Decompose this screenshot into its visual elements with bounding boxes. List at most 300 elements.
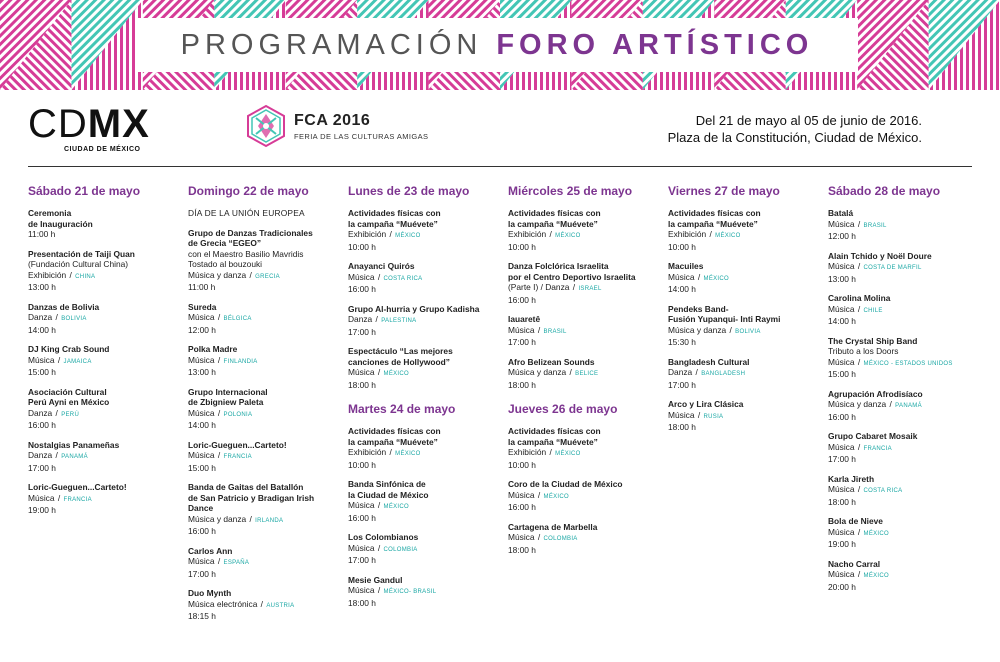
event-category: Música: [188, 450, 215, 460]
event-category: Danza: [28, 312, 53, 322]
event-category: Música: [188, 312, 215, 322]
category-separator: /: [535, 324, 543, 335]
event-name: Asociación Cultural Perú Ayni en México: [28, 386, 110, 407]
category-separator: /: [693, 367, 701, 377]
event-category-line: [348, 543, 498, 556]
event-category: Música: [348, 500, 375, 510]
event-item: [508, 208, 658, 252]
event-item: [828, 516, 978, 550]
category-separator: /: [547, 229, 555, 239]
event-category-line: [348, 314, 498, 327]
category-separator: /: [375, 271, 383, 282]
event-name: Arco y Lira Clásica: [668, 399, 744, 409]
event-name: Carlos Ann: [188, 545, 233, 556]
event-category: Música: [828, 218, 855, 229]
event-country: PANAMÁ: [895, 403, 922, 409]
event-time: 14:00 h: [828, 316, 856, 326]
cdmx-logo-bold: MX: [87, 102, 150, 146]
event-time: 16:00 h: [188, 526, 216, 536]
category-separator: /: [387, 447, 395, 457]
event-time: 17:00 h: [508, 337, 536, 347]
event-time: 11:00 h: [188, 282, 216, 292]
event-country: PALESTINA: [381, 318, 417, 324]
category-separator: /: [695, 409, 703, 420]
event-place: Plaza de la Constitución, Ciudad de México.: [667, 130, 922, 145]
event-item: [28, 344, 178, 378]
event-category: Música: [668, 409, 695, 420]
category-separator: /: [375, 367, 383, 377]
cdmx-logo-light: CD: [28, 102, 88, 146]
event-item: [28, 302, 178, 336]
event-category-line: [668, 367, 818, 380]
event-category-line: [348, 500, 498, 513]
event-item: [188, 387, 338, 431]
event-category: Música: [828, 441, 855, 452]
day-heading: Lunes de 23 de mayo: [348, 184, 470, 198]
event-category: Exhibición: [348, 229, 387, 239]
event-item: [28, 387, 178, 431]
event-category-line: [508, 229, 658, 242]
event-item: [348, 575, 498, 609]
event-name: Anayanci Quirós: [348, 261, 415, 271]
event-category: Música: [668, 271, 695, 282]
event-name: Polka Madre: [188, 344, 238, 354]
event-category-line: [668, 272, 818, 285]
event-category: Música: [828, 356, 855, 367]
event-time: 18:15 h: [188, 611, 216, 621]
category-separator: /: [387, 229, 395, 239]
event-time: 10:00 h: [668, 241, 696, 252]
event-name: Actividades físicas con la campaña “Muévete”: [508, 426, 601, 447]
day-heading: Viernes 27 de mayo: [668, 184, 780, 198]
event-country: MÉXICO: [863, 573, 889, 579]
event-item: [508, 522, 658, 556]
event-category: Música y danza: [188, 269, 247, 280]
event-country: BÉLGICA: [223, 316, 252, 322]
category-separator: /: [375, 500, 383, 510]
event-category: Música: [188, 407, 215, 418]
event-time: 16:00 h: [348, 284, 376, 294]
event-category: Exhibición: [28, 269, 67, 280]
event-category: Música: [828, 569, 855, 579]
event-category-line: [668, 410, 818, 423]
event-category-line: [828, 442, 978, 455]
category-separator: /: [215, 407, 223, 418]
event-item: [28, 249, 178, 293]
event-name: Pendeks Band- Fusión Yupanqui- Inti Raymi: [668, 303, 781, 324]
day-heading: Domingo 22 de mayo: [188, 184, 309, 198]
event-category: Música: [188, 556, 215, 566]
event-name: Banda de Gaitas del Batallón de San Patricio y Bradigan Irish Dance: [188, 482, 315, 513]
event-item: [188, 302, 338, 336]
event-name: Macuiles: [668, 261, 704, 271]
event-category-line: [188, 514, 338, 527]
event-category: Música y danza: [508, 367, 567, 377]
event-time: 18:00 h: [828, 496, 856, 507]
event-item: [508, 357, 658, 391]
event-item: [828, 431, 978, 465]
event-name: Espectáculo “Las mejores canciones de Hollywood”: [348, 346, 453, 367]
event-category: Música electrónica: [188, 598, 258, 609]
event-item: [828, 251, 978, 285]
category-separator: /: [375, 585, 383, 595]
event-time: 16:00 h: [828, 411, 856, 422]
event-time: 10:00 h: [508, 241, 536, 252]
event-category-line: [28, 270, 178, 283]
event-name: Bangladesh Cultural: [668, 356, 750, 367]
event-category-line: [508, 490, 658, 503]
event-category-line: [28, 450, 178, 463]
event-item: [668, 304, 818, 348]
event-country: CHILE: [863, 307, 883, 314]
event-item: [828, 559, 978, 593]
day-heading: Sábado 21 de mayo: [28, 184, 141, 198]
event-detail: con el Maestro Basilio Mavridis Tostado al bouzouki: [188, 248, 304, 269]
event-item: [188, 228, 338, 293]
event-category-line: [508, 282, 658, 295]
event-category-line: [348, 447, 498, 460]
category-separator: /: [215, 312, 223, 322]
event-time: 18:00 h: [348, 379, 376, 390]
event-item: [828, 208, 978, 242]
event-time: 18:00 h: [508, 379, 536, 390]
event-name: Agrupación Afrodisíaco: [828, 388, 923, 399]
fca-logo-subtitle: FERIA DE LAS CULTURAS AMIGAS: [294, 131, 429, 141]
event-category: Danza: [28, 407, 53, 418]
event-category-line: [508, 325, 658, 338]
event-item: [28, 482, 178, 516]
event-country: BANGLADESH: [701, 371, 746, 377]
event-name: Coro de la Ciudad de México: [508, 479, 623, 489]
category-separator: /: [215, 450, 223, 460]
event-time: 18:00 h: [668, 422, 696, 432]
event-item: [188, 588, 338, 622]
event-name: Danzas de Bolivia: [28, 301, 100, 312]
event-time: 16:00 h: [508, 502, 536, 512]
event-category: Música: [348, 585, 375, 595]
event-country: FRANCIA: [63, 496, 92, 503]
category-separator: /: [887, 399, 895, 409]
event-name: Afro Belizean Sounds: [508, 356, 595, 367]
category-separator: /: [695, 271, 703, 282]
event-country: MÉXICO - ESTADOS UNIDOS: [863, 360, 953, 367]
category-separator: /: [258, 598, 266, 609]
event-name: Loric-Gueguen...Carteto!: [28, 482, 127, 492]
event-category: Exhibición: [348, 447, 387, 457]
event-category: Música: [28, 492, 55, 503]
event-country: BOLIVIA: [61, 316, 87, 322]
category-separator: /: [247, 513, 255, 524]
event-time: 15:00 h: [28, 367, 56, 377]
event-country: GRECIA: [255, 273, 280, 280]
event-time: 15:00 h: [188, 462, 216, 473]
day-note: DÍA DE LA UNIÓN EUROPEA: [188, 208, 305, 218]
event-name: Banda Sinfónica de la Ciudad de México: [348, 479, 429, 500]
event-time: 17:00 h: [348, 326, 376, 337]
event-name: Alain Tchido y Noël Doure: [828, 250, 932, 261]
event-time: 17:00 h: [28, 462, 56, 473]
category-separator: /: [855, 441, 863, 452]
event-item: [188, 546, 338, 580]
category-separator: /: [547, 447, 555, 457]
event-category: Exhibición: [508, 447, 547, 457]
event-item: [348, 346, 498, 390]
category-separator: /: [567, 367, 575, 377]
event-category: Danza: [28, 450, 53, 460]
event-category-line: [828, 219, 978, 232]
event-name: Actividades físicas con la campaña “Muévete”: [668, 208, 761, 229]
event-category-line: [508, 532, 658, 545]
event-category: Música: [828, 303, 855, 314]
schedule-column: [188, 184, 338, 631]
event-category: Música: [348, 271, 375, 282]
event-item: [828, 389, 978, 423]
event-category-line: [188, 599, 338, 612]
event-name: Loric-Gueguen...Carteto!: [188, 439, 287, 450]
event-category: Música: [28, 354, 55, 365]
schedule-column: [668, 184, 818, 442]
event-country: MÉXICO- BRASIL: [383, 589, 437, 595]
event-category-line: [828, 399, 978, 412]
event-name: Karla Jireth: [828, 473, 875, 484]
category-separator: /: [53, 407, 61, 418]
event-country: MÉXICO: [543, 493, 569, 500]
event-category: Música: [828, 526, 855, 537]
event-item: [348, 426, 498, 470]
event-item: [828, 474, 978, 508]
event-name: Iauaretê: [508, 314, 541, 324]
event-time: 14:00 h: [668, 284, 696, 294]
event-item: [348, 304, 498, 338]
event-item: [508, 479, 658, 513]
event-name: Grupo de Danzas Tradicionales de Grecia “EGEO”: [188, 227, 313, 248]
event-time: 17:00 h: [348, 555, 376, 565]
category-separator: /: [55, 492, 63, 503]
category-separator: /: [247, 269, 255, 280]
event-category-line: [188, 312, 338, 325]
event-time: 11:00 h: [28, 229, 56, 239]
category-separator: /: [535, 489, 543, 500]
schedule-column: [348, 184, 498, 617]
event-country: COLOMBIA: [543, 536, 578, 542]
event-country: COSTA RICA: [863, 488, 903, 494]
event-category-line: [188, 556, 338, 569]
event-country: PANAMÁ: [61, 454, 88, 460]
schedule-column: [508, 184, 658, 564]
fca-flower-icon: [244, 104, 288, 148]
event-category: Música: [828, 261, 855, 271]
event-category-line: [828, 357, 978, 370]
event-name: Mesie Gandul: [348, 574, 403, 585]
event-country: MÉXICO: [863, 530, 889, 537]
event-category-line: [828, 569, 978, 582]
event-category-line: [188, 270, 338, 283]
event-category: Música: [188, 354, 215, 365]
event-item: [348, 208, 498, 252]
event-category-line: [188, 450, 338, 463]
event-category-line: [828, 484, 978, 497]
cdmx-logo-mark: [28, 104, 178, 144]
event-country: POLONIA: [223, 411, 253, 418]
header-banner: [0, 0, 1000, 90]
fca-logo: [244, 104, 428, 148]
event-country: RUSIA: [703, 413, 724, 420]
event-country: MÉXICO: [395, 451, 421, 457]
event-name: Ceremonia de Inauguración: [28, 208, 93, 229]
category-separator: /: [855, 526, 863, 537]
event-name: DJ King Crab Sound: [28, 344, 110, 354]
event-name: Grupo Al-hurria y Grupo Kadisha: [348, 303, 480, 314]
event-country: MÉXICO: [383, 504, 409, 510]
event-country: MÉXICO: [555, 451, 581, 457]
event-item: [508, 261, 658, 305]
event-category-line: [28, 355, 178, 368]
event-category-line: [508, 447, 658, 460]
event-country: AUSTRIA: [266, 602, 295, 609]
event-item: [188, 482, 338, 537]
event-time: 14:00 h: [28, 324, 56, 335]
event-category-line: [668, 325, 818, 338]
event-category-line: [348, 229, 498, 242]
event-time: 13:00 h: [28, 282, 56, 292]
event-item: [28, 440, 178, 474]
event-country: MÉXICO: [383, 371, 409, 377]
header-divider: [28, 166, 972, 167]
category-separator: /: [855, 218, 863, 229]
event-time: 13:00 h: [828, 273, 856, 284]
category-separator: /: [215, 354, 223, 365]
event-name: Presentación de Taiji Quan: [28, 248, 135, 259]
event-item: [508, 314, 658, 348]
event-time: 19:00 h: [828, 539, 856, 549]
event-country: MÉXICO: [555, 233, 581, 239]
event-category: Música: [348, 542, 375, 553]
event-country: ISRAEL: [578, 286, 602, 292]
category-separator: /: [855, 569, 863, 579]
event-time: 10:00 h: [348, 241, 376, 252]
day-heading: Jueves 26 de mayo: [508, 402, 618, 416]
event-name: Carolina Molina: [828, 293, 891, 303]
category-separator: /: [53, 312, 61, 322]
event-name: Nacho Carral: [828, 558, 881, 569]
event-country: FRANCIA: [863, 445, 892, 452]
event-category-line: [348, 367, 498, 380]
category-separator: /: [727, 324, 735, 335]
event-country: CHINA: [75, 273, 96, 280]
event-category: Música y danza: [668, 324, 727, 335]
event-time: 10:00 h: [508, 459, 536, 470]
event-category: Música y danza: [188, 513, 247, 524]
category-separator: /: [570, 282, 578, 292]
cdmx-logo: [28, 104, 178, 153]
event-name: Actividades físicas con la campaña “Muévete”: [348, 426, 441, 447]
event-category: Música: [828, 484, 855, 494]
day-heading: Miércoles 25 de mayo: [508, 184, 633, 198]
category-separator: /: [535, 532, 543, 542]
day-heading: Martes 24 de mayo: [348, 402, 456, 416]
event-category-line: [28, 408, 178, 421]
event-category: (Parte I) / Danza: [508, 282, 570, 292]
event-country: BELICE: [575, 371, 599, 377]
event-item: [668, 399, 818, 433]
day-heading: Sábado 28 de mayo: [828, 184, 941, 198]
event-item: [828, 293, 978, 327]
event-country: BOLIVIA: [735, 328, 761, 335]
event-item: [348, 479, 498, 523]
event-name: Bola de Nieve: [828, 516, 883, 526]
event-name: Batalá: [828, 208, 854, 218]
event-name: Grupo Internacional de Zbigniew Paleta: [188, 386, 268, 407]
event-category-line: [508, 367, 658, 380]
event-category-line: [348, 585, 498, 598]
category-separator: /: [855, 303, 863, 314]
event-name: Actividades físicas con la campaña “Muévete”: [508, 208, 601, 229]
event-category-line: [828, 527, 978, 540]
event-time: 20:00 h: [828, 581, 856, 592]
event-name: Los Colombianos: [348, 532, 419, 542]
event-category: Música y danza: [828, 399, 887, 409]
event-category-line: [188, 355, 338, 368]
event-time: 16:00 h: [28, 420, 56, 430]
event-category: Música: [508, 489, 535, 500]
event-category: Música: [508, 324, 535, 335]
event-category-line: [828, 304, 978, 317]
event-category-line: [188, 408, 338, 421]
category-separator: /: [707, 229, 715, 239]
event-item: [668, 208, 818, 252]
event-time: 18:00 h: [348, 597, 376, 608]
category-separator: /: [215, 556, 223, 566]
event-category-line: [28, 312, 178, 325]
event-name: The Crystal Ship Band: [828, 335, 918, 346]
event-category: Danza: [668, 367, 693, 377]
event-time: 16:00 h: [508, 294, 536, 305]
event-category-line: [828, 261, 978, 274]
category-separator: /: [53, 450, 61, 460]
fca-logo-title: FCA 2016: [294, 111, 371, 129]
event-country: COLOMBIA: [383, 546, 418, 553]
title-foro-artistico: FORO ARTÍSTICO: [496, 28, 814, 61]
event-time: 10:00 h: [348, 459, 376, 470]
event-time: 15:00 h: [828, 369, 856, 379]
title-programacion: PROGRAMACIÓN: [180, 28, 483, 61]
event-name: Nostalgias Panameñas: [28, 439, 120, 450]
event-time: 17:00 h: [188, 568, 216, 579]
event-category-line: [348, 272, 498, 285]
event-category: Exhibición: [508, 229, 547, 239]
event-item: [508, 426, 658, 470]
category-separator: /: [855, 356, 863, 367]
category-separator: /: [67, 269, 75, 280]
event-country: IRLANDA: [255, 517, 284, 524]
event-country: PERÚ: [61, 411, 80, 418]
event-name: Actividades físicas con la campaña “Muévete”: [348, 208, 441, 229]
event-country: COSTA DE MARFIL: [863, 265, 922, 271]
event-category: Música: [508, 532, 535, 542]
event-detail: (Fundación Cultural China): [28, 259, 129, 269]
event-time: 13:00 h: [188, 367, 216, 377]
event-time: 17:00 h: [668, 379, 696, 390]
event-country: COSTA RICA: [383, 275, 423, 282]
event-item: [668, 357, 818, 391]
event-country: MÉXICO: [715, 233, 741, 239]
event-time: 12:00 h: [828, 231, 856, 241]
event-country: JAMAICA: [63, 358, 92, 365]
schedule-column: [28, 184, 178, 525]
schedule-column: [828, 184, 978, 601]
event-item: [348, 532, 498, 566]
event-name: Danza Folclórica Israelita por el Centro Deportivo Israelita: [508, 261, 636, 282]
